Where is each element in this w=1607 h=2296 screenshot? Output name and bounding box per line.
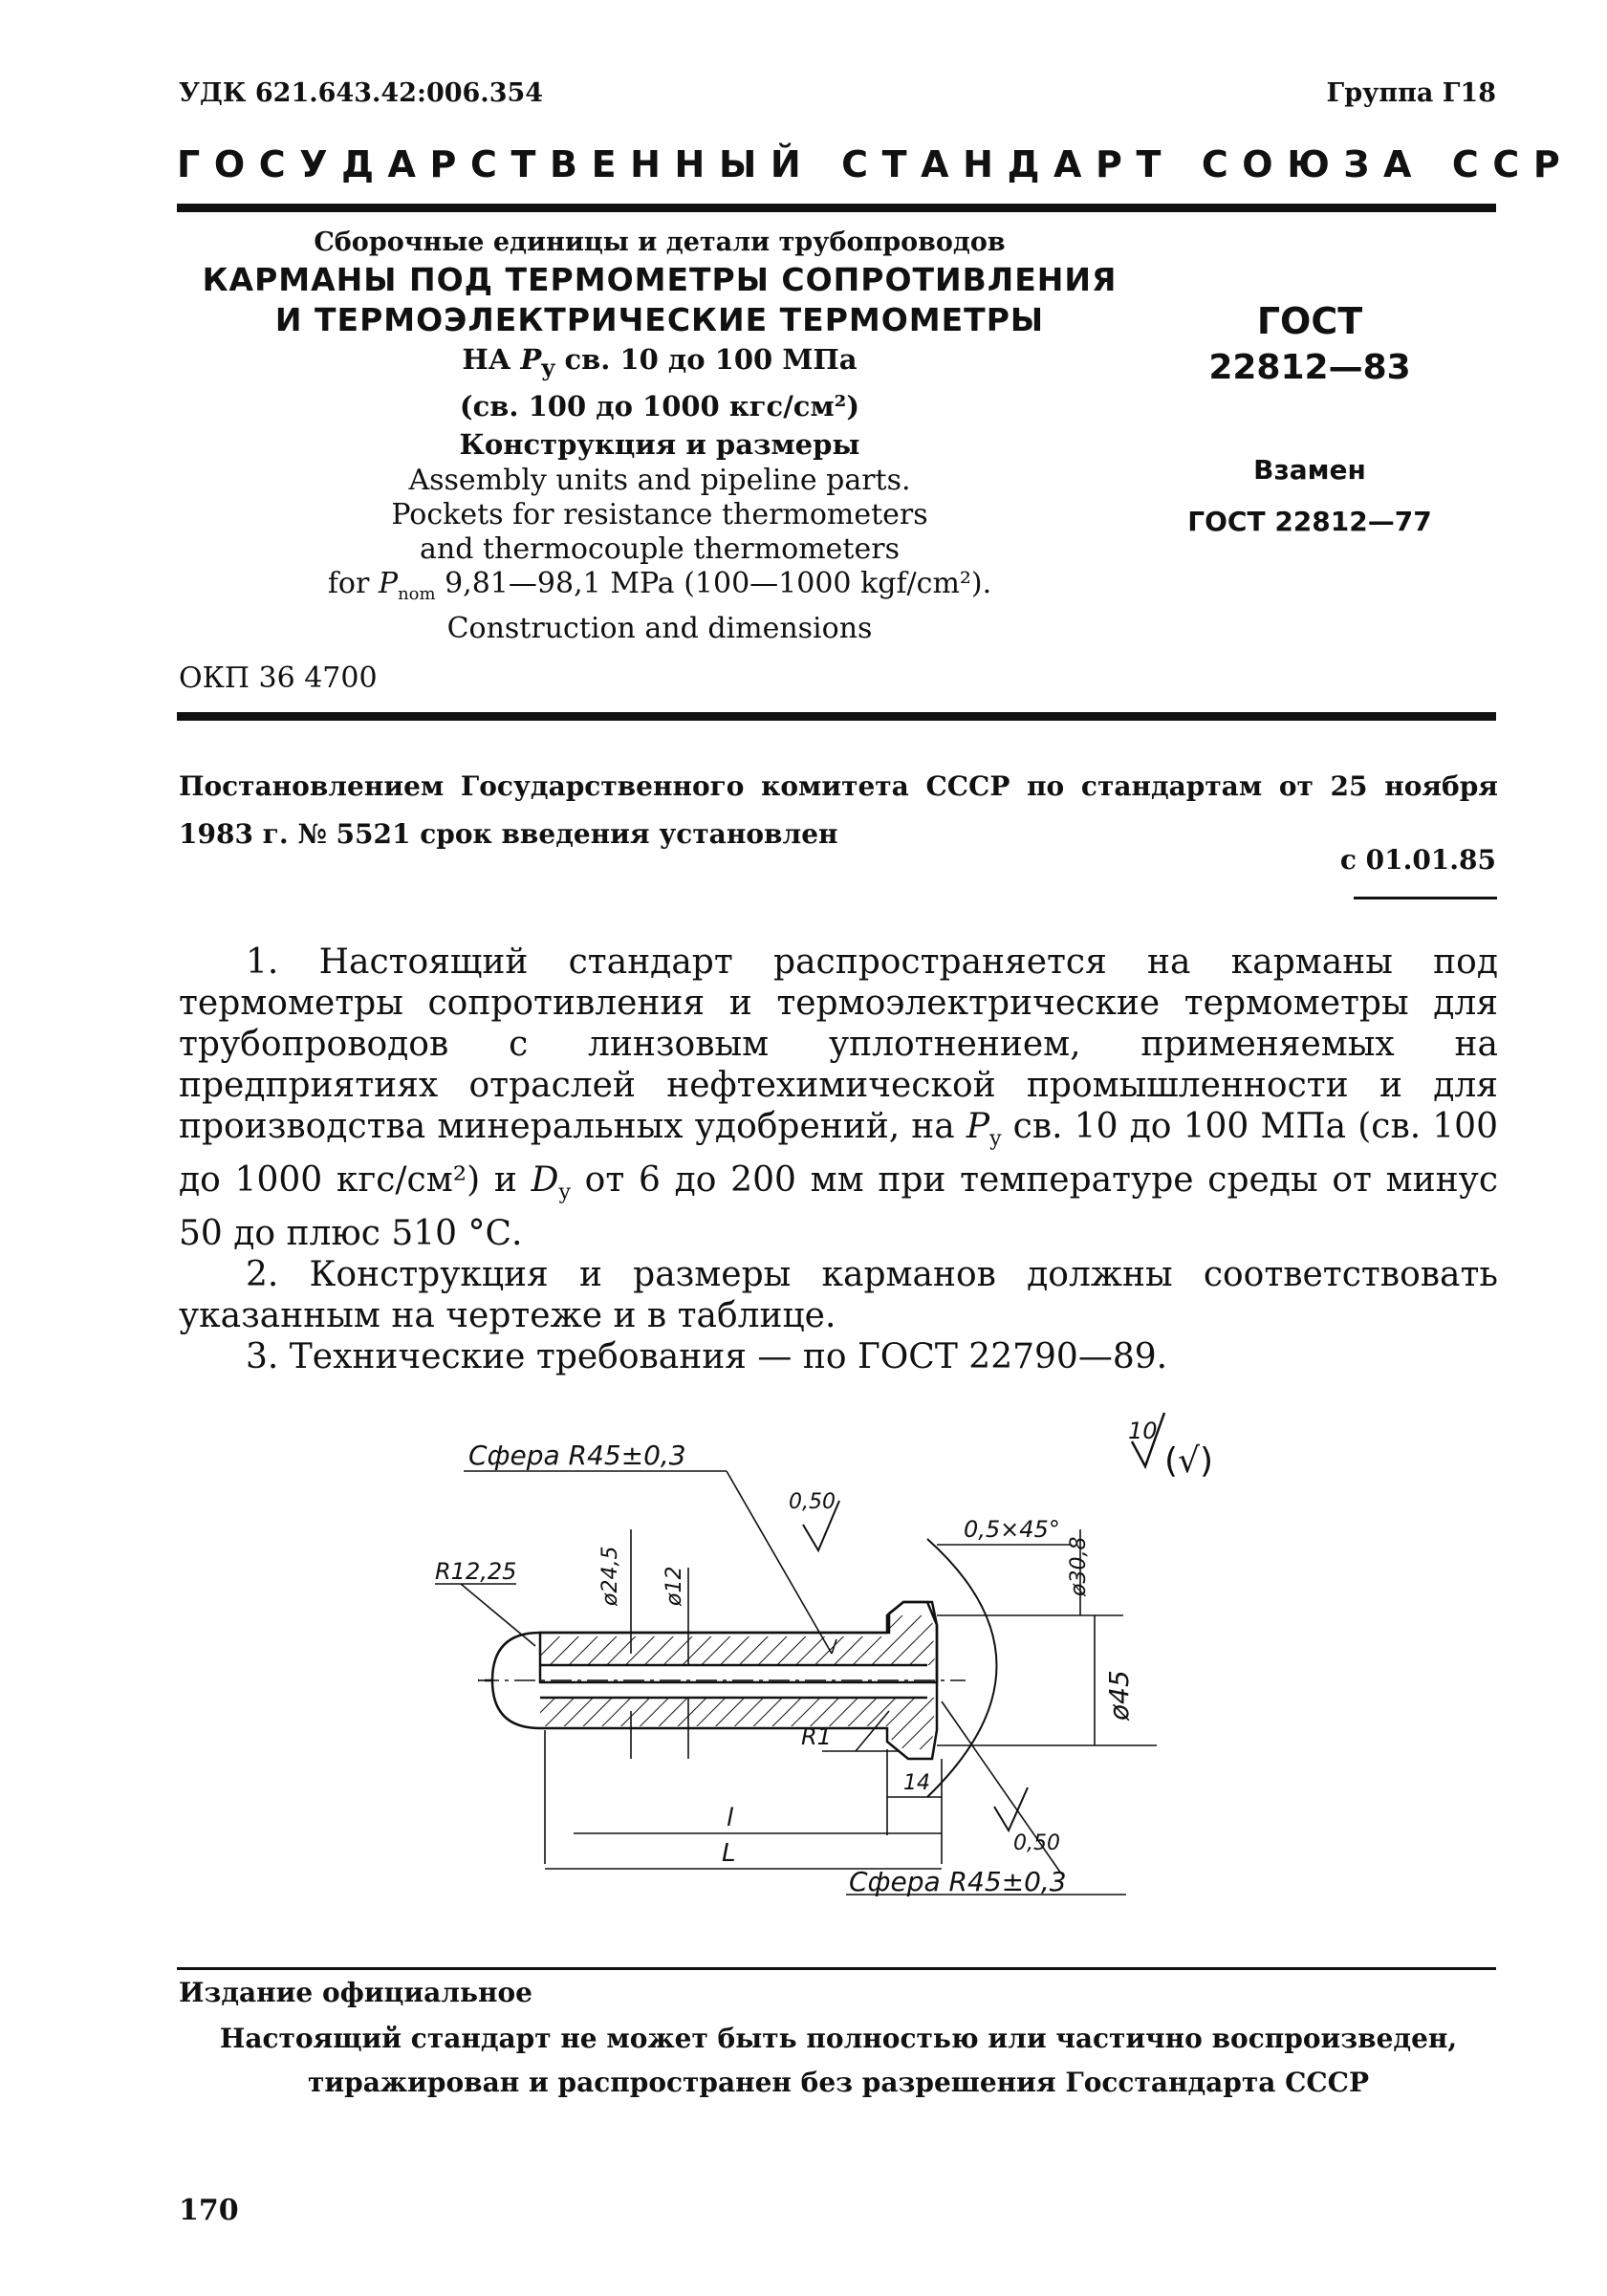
sphere-label-bottom: Сфера R45±0,3 — [849, 1866, 1067, 1897]
title-line-4 — [191, 340, 1128, 387]
dim-14-label: 14 — [903, 1771, 930, 1795]
title-en-4-sub: nom — [398, 583, 436, 604]
header-rule — [177, 204, 1496, 212]
collar-diameter-label: ø45 — [1103, 1670, 1135, 1721]
paragraph-1-symbol-p: P — [966, 1107, 990, 1146]
title-line-4-sub: y — [541, 353, 555, 381]
neck-diameter-label: ø30,8 — [1067, 1536, 1091, 1596]
title-line-1: Сборочные единицы и детали трубопроводов — [314, 227, 1006, 257]
paragraph-1-b: св. 10 до 100 МПа (св. 100 до 1000 кгс/см²) и — [179, 1107, 1498, 1201]
dim-L-label: L — [722, 1839, 736, 1868]
paragraph-2: 2. Конструкция и размеры карманов должны соответствовать указанным на чертеже и в таблице. — [179, 1255, 1498, 1336]
paragraph-1-symbol-d: D — [531, 1160, 559, 1201]
title-en-5: Construction and dimensions — [446, 611, 873, 645]
title-en-4-prefix: for — [327, 566, 379, 600]
edition-label: Издание официальное — [179, 1977, 532, 2008]
roughness-top-label: 0,50 — [789, 1490, 836, 1514]
bore-diameter-label: ø12 — [662, 1566, 686, 1606]
sphere-label-top: Сфера R45±0,3 — [468, 1440, 686, 1471]
paragraph-1-sub-p: y — [989, 1127, 1002, 1152]
title-rule — [177, 712, 1496, 721]
title-block — [191, 226, 1128, 646]
okp-code: ОКП 36 4700 — [179, 661, 378, 695]
roughness-bottom-label: 0,50 — [1013, 1831, 1060, 1855]
general-roughness-value: 10 — [1128, 1418, 1158, 1444]
title-en-2: Pockets for resistance thermometers — [391, 497, 928, 531]
footer-rule — [177, 1967, 1496, 1970]
tip-radius-label: R12,25 — [435, 1558, 517, 1585]
dim-l-label: l — [727, 1804, 734, 1832]
gost-number: 22812—83 — [1208, 348, 1411, 387]
fillet-radius-label: R1 — [801, 1723, 832, 1750]
title-en-4-symbol: P — [378, 566, 399, 600]
gost-label: ГОСТ — [1256, 300, 1363, 342]
title-line-4-prefix: НА — [462, 343, 521, 376]
paragraph-1-sub-d: y — [558, 1180, 571, 1205]
paragraph-1 — [179, 942, 1498, 1254]
replaces-label: Взамен — [1253, 454, 1366, 486]
paragraph-1-a: 1. Настоящий стандарт распространяется на карманы под термометры сопротивления и термоэлектрические термометры для трубопроводов с линзовым уплотнением, применяемых на предприятиях отраслей нефтехимической промышленности и для производства минеральных удобрений, на — [179, 942, 1498, 1146]
general-roughness-paren: (√) — [1164, 1441, 1214, 1481]
title-line-6: Конструкция и размеры — [459, 427, 860, 461]
paragraph-3: 3. Технические требования — по ГОСТ 22790—89. — [246, 1337, 1168, 1377]
page-number: 170 — [179, 2194, 239, 2227]
title-line-2: КАРМАНЫ ПОД ТЕРМОМЕТРЫ СОПРОТИВЛЕНИЯ — [202, 261, 1118, 298]
state-standard-heading: ГОСУДАРСТВЕННЫЙ СТАНДАРТ СОЮЗА ССР — [177, 143, 1574, 185]
body-text — [179, 942, 1498, 1377]
udk-code: УДК 621.643.42:006.354 — [179, 78, 544, 108]
title-en-3: and thermocouple thermometers — [420, 531, 900, 566]
title-en-1: Assembly units and pipeline parts. — [408, 463, 911, 497]
date-rule — [1354, 897, 1497, 899]
copyright-notice: Настоящий стандарт не может быть полностью или частично воспроизведен, тиражирован и распространен без разрешения Госстандарта СССР — [219, 2023, 1458, 2098]
title-line-5: (св. 100 до 1000 кгс/см²) — [459, 389, 860, 422]
chamfer-label: 0,5×45° — [964, 1516, 1060, 1543]
replaces-standard: ГОСТ 22812—77 — [1187, 506, 1432, 537]
gost-box — [1162, 298, 1458, 541]
paragraph-1-c: от 6 до 200 мм при температуре среды от минус 50 до плюс 510 °С. — [179, 1160, 1498, 1254]
title-line-4-suffix: св. 10 до 100 МПа — [554, 343, 858, 376]
decree-text: Постановлением Государственного комитета СССР по стандартам от 25 ноября 1983 г. № 5521 срок введения установлен — [179, 770, 1498, 850]
technical-drawing — [0, 1396, 1607, 1931]
effective-date: с 01.01.85 — [1339, 844, 1496, 876]
outer-diameter-label: ø24,5 — [598, 1546, 622, 1606]
title-line-4-symbol: P — [520, 343, 542, 376]
title-en-4 — [191, 567, 1128, 612]
title-line-3: И ТЕРМОЭЛЕКТРИЧЕСКИЕ ТЕРМОМЕТРЫ — [274, 301, 1045, 338]
title-en-4-suffix: 9,81—98,1 MPa (100—1000 kgf/cm²). — [435, 566, 992, 600]
group-code: Группа Г18 — [1326, 78, 1496, 108]
